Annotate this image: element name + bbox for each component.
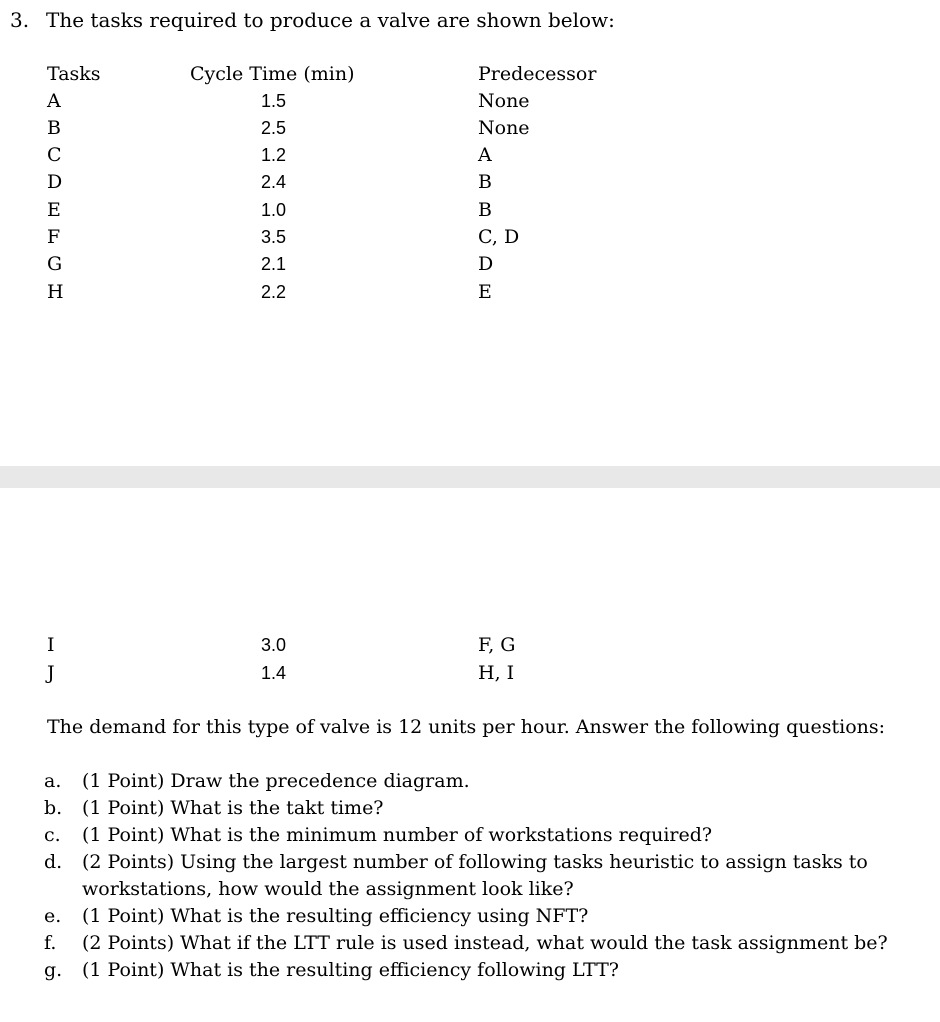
pred-cell: C, D	[478, 226, 520, 248]
item-text: (2 Points) What if the LTT rule is used instead, what would the task assignment be?	[82, 932, 888, 954]
list-item	[44, 795, 924, 822]
pred-cell: D	[478, 253, 494, 275]
task-cell: A	[47, 90, 61, 112]
task-cell: E	[47, 199, 61, 221]
task-cell: B	[47, 117, 61, 139]
list-item	[44, 903, 924, 930]
time-cell: 3.0	[261, 635, 287, 655]
time-cell: 3.5	[261, 227, 287, 247]
pred-cell: E	[478, 281, 492, 303]
task-cell: J	[47, 662, 55, 684]
task-cell: D	[47, 171, 63, 193]
item-letter: c.	[44, 824, 61, 846]
time-cell: 1.5	[261, 91, 287, 111]
list-item	[44, 930, 924, 957]
time-cell: 1.4	[261, 663, 287, 683]
item-letter: b.	[44, 797, 63, 819]
item-text: (1 Point) Draw the precedence diagram.	[82, 770, 470, 792]
pred-cell: H, I	[478, 662, 515, 684]
pred-cell: B	[478, 199, 492, 221]
item-letter: g.	[44, 959, 63, 981]
list-item	[44, 849, 924, 903]
time-cell: 2.1	[261, 254, 287, 274]
pred-cell: A	[478, 144, 492, 166]
list-item	[44, 822, 924, 849]
time-cell: 1.0	[261, 200, 287, 220]
header-cycle-time: Cycle Time (min)	[190, 63, 355, 85]
time-cell: 2.2	[261, 282, 287, 302]
pred-cell: None	[478, 117, 530, 139]
pred-cell: None	[478, 90, 530, 112]
question-number: 3.	[10, 8, 30, 32]
task-cell: G	[47, 253, 63, 275]
header-predecessor: Predecessor	[478, 63, 597, 85]
time-cell: 2.5	[261, 118, 287, 138]
item-text: (1 Point) What is the resulting efficiency using NFT?	[82, 905, 589, 927]
item-letter: a.	[44, 770, 62, 792]
item-text: (1 Point) What is the takt time?	[82, 797, 384, 819]
page-break	[0, 466, 940, 488]
item-letter: d.	[44, 851, 63, 873]
pred-cell: B	[478, 171, 492, 193]
item-letter: e.	[44, 905, 62, 927]
question-intro: The tasks required to produce a valve are shown below:	[46, 8, 615, 32]
header-tasks: Tasks	[47, 63, 101, 85]
item-text: (2 Points) Using the largest number of following tasks heuristic to assign tasks to workstations, how would the assignment look like?	[82, 851, 868, 900]
list-item	[44, 957, 924, 984]
task-cell: C	[47, 144, 62, 166]
question-list	[44, 768, 924, 984]
item-text: (1 Point) What is the minimum number of workstations required?	[82, 824, 713, 846]
item-text: (1 Point) What is the resulting efficiency following LTT?	[82, 959, 619, 981]
item-letter: f.	[44, 932, 57, 954]
demand-statement: The demand for this type of valve is 12 units per hour. Answer the following questions:	[47, 716, 886, 738]
pred-cell: F, G	[478, 634, 516, 656]
time-cell: 1.2	[261, 145, 287, 165]
document-page-top	[0, 0, 940, 466]
time-cell: 2.4	[261, 172, 287, 192]
task-cell: F	[47, 226, 61, 248]
task-cell: H	[47, 281, 64, 303]
task-cell: I	[47, 634, 55, 656]
list-item	[44, 768, 924, 795]
question-header	[10, 8, 615, 32]
